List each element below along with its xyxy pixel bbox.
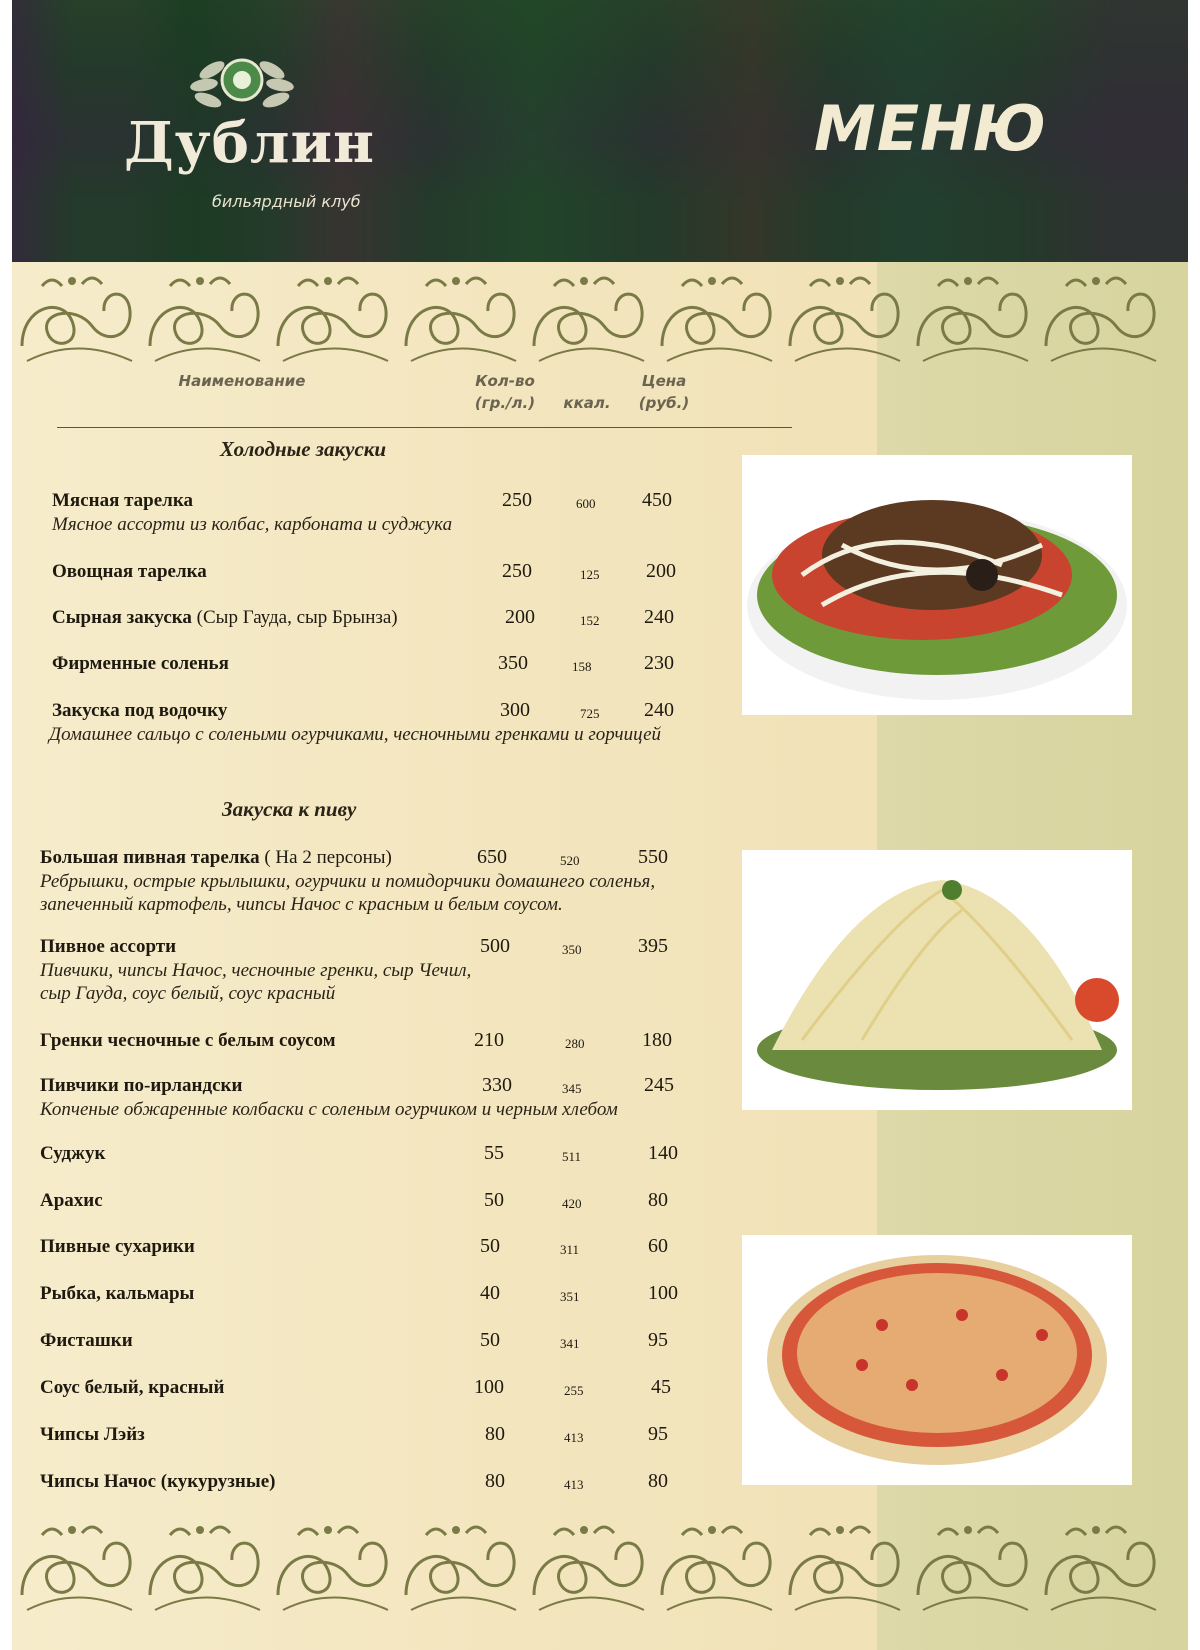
- menu-item-name-main: Пивчики по-ирландски: [40, 1075, 243, 1096]
- menu-item-qty: 210: [474, 1029, 504, 1051]
- menu-item-kcal: 725: [580, 706, 600, 721]
- menu-item-qty: 55: [484, 1142, 504, 1164]
- menu-item-price: 395: [638, 935, 668, 957]
- menu-item-qty: 80: [485, 1470, 505, 1492]
- column-header-qty: [460, 370, 550, 414]
- menu-item-name-main: Соус белый, красный: [40, 1377, 225, 1398]
- menu-item-name-main: Фирменные соленья: [52, 653, 229, 674]
- pizza-photo: [742, 1235, 1132, 1485]
- menu-item-qty: 50: [480, 1329, 500, 1351]
- menu-item-qty: 250: [502, 489, 532, 511]
- top-ornament-icon: [12, 266, 1188, 366]
- column-header-kcal: ккал.: [563, 394, 611, 412]
- menu-item-price: 80: [648, 1470, 668, 1492]
- menu-item-price: 95: [648, 1329, 668, 1351]
- menu-item-name: [40, 1330, 133, 1352]
- menu-item-name: [52, 700, 227, 722]
- menu-item-description: Ребрышки, острые крылышки, огурчики и помидорчики домашнего соленья,: [40, 871, 656, 892]
- menu-item-name-main: Пивное ассорти: [40, 936, 177, 957]
- menu-item-description-line2: запеченный картофель, чипсы Начос с красным и белым соусом.: [40, 894, 563, 915]
- header-divider: [57, 427, 792, 428]
- menu-item-price: 45: [651, 1376, 671, 1398]
- logo-subtitle: бильярдный клуб: [212, 192, 361, 211]
- menu-item-name-main: Чипсы Лэйз: [40, 1424, 145, 1445]
- menu-item-qty: 350: [498, 652, 528, 674]
- menu-item-price: 140: [648, 1142, 678, 1164]
- column-header-name: Наименование: [178, 372, 306, 390]
- menu-item-description: Пивчики, чипсы Начос, чесночные гренки, сыр Чечил,: [40, 960, 472, 981]
- bottom-ornament-icon: [12, 1515, 1188, 1615]
- cheese-salad-photo: [742, 850, 1132, 1110]
- meat-salad-photo: [742, 455, 1132, 715]
- menu-item-qty: 50: [484, 1189, 504, 1211]
- menu-item-kcal: 420: [562, 1196, 582, 1211]
- header-banner: [12, 0, 1188, 262]
- menu-item-price: 200: [646, 560, 676, 582]
- menu-item-name-main: Фисташки: [40, 1330, 133, 1351]
- menu-item-price: 550: [638, 846, 668, 868]
- column-header-qty-line2: (гр./л.): [474, 394, 536, 412]
- menu-item-name: [52, 561, 207, 583]
- column-header-price-line1: Цена: [641, 372, 687, 390]
- column-header-qty-line1: Кол-во: [475, 372, 535, 390]
- menu-item-name-main: Мясная тарелка: [52, 490, 194, 511]
- menu-item-name-main: Гренки чесночные с белым соусом: [40, 1030, 336, 1051]
- menu-item-name-main: Суджук: [40, 1143, 106, 1164]
- menu-item-price: 240: [644, 699, 674, 721]
- menu-item-qty: 200: [505, 606, 535, 628]
- menu-item-price: 245: [644, 1074, 674, 1096]
- menu-item-kcal: 413: [564, 1430, 584, 1445]
- menu-item-name: [52, 653, 229, 675]
- menu-item-qty: 300: [500, 699, 530, 721]
- menu-item-name: [40, 1190, 103, 1212]
- menu-item-kcal: 350: [562, 942, 582, 957]
- menu-item-description-line2: сыр Гауда, соус белый, соус красный: [40, 983, 336, 1004]
- logo-wordmark: Дублин: [124, 110, 375, 176]
- column-header-price-line2: (руб.): [638, 394, 690, 412]
- menu-item-name: [40, 1424, 145, 1446]
- menu-item-kcal: 341: [560, 1336, 580, 1351]
- menu-item-name-main: Арахис: [40, 1190, 103, 1211]
- menu-item-kcal: 311: [560, 1242, 580, 1257]
- menu-item-qty: 330: [482, 1074, 512, 1096]
- menu-item-kcal: 280: [565, 1036, 585, 1051]
- menu-item-name-extra: ( На 2 персоны): [259, 847, 392, 868]
- menu-item-kcal: 125: [580, 567, 600, 582]
- menu-item-description: Домашнее сальцо с солеными огурчиками, чесночными гренками и горчицей: [49, 724, 661, 745]
- menu-item-kcal: 520: [560, 853, 580, 868]
- menu-item-name-main: Рыбка, кальмары: [40, 1283, 195, 1304]
- menu-item-name: [40, 1030, 336, 1052]
- menu-item-kcal: 511: [562, 1149, 582, 1164]
- page-title: МЕНЮ: [814, 92, 1047, 165]
- menu-item-kcal: 158: [572, 659, 592, 674]
- menu-item-qty: 100: [474, 1376, 504, 1398]
- menu-page: [12, 0, 1188, 1650]
- menu-item-price: 180: [642, 1029, 672, 1051]
- menu-item-description: Копченые обжаренные колбаски с соленым огурчиком и черным хлебом: [40, 1099, 618, 1120]
- menu-item-qty: 80: [485, 1423, 505, 1445]
- menu-item-name: [40, 847, 392, 869]
- menu-item-name: [40, 1143, 105, 1165]
- menu-item-name-main: Большая пивная тарелка: [40, 847, 260, 868]
- menu-item-qty: 500: [480, 935, 510, 957]
- menu-item-name-main: Чипсы Начос (кукурузные): [40, 1471, 276, 1492]
- menu-item-kcal: 255: [564, 1383, 584, 1398]
- menu-item-qty: 250: [502, 560, 532, 582]
- menu-item-name: [40, 1283, 194, 1305]
- menu-item-qty: 50: [480, 1235, 500, 1257]
- menu-item-name: [52, 490, 193, 512]
- menu-item-name: [40, 1377, 224, 1399]
- menu-item-description: Мясное ассорти из колбас, карбоната и суджука: [52, 514, 453, 535]
- menu-item-name: [52, 607, 398, 629]
- column-header-price: [624, 370, 704, 414]
- menu-item-price: 80: [648, 1189, 668, 1211]
- menu-item-name-main: Пивные сухарики: [40, 1236, 195, 1257]
- menu-item-name-main: Овощная тарелка: [52, 561, 207, 582]
- menu-item-price: 95: [648, 1423, 668, 1445]
- menu-item-price: 230: [644, 652, 674, 674]
- menu-item-kcal: 152: [580, 613, 600, 628]
- menu-item-name: [40, 1471, 275, 1493]
- menu-item-name: [40, 936, 176, 958]
- menu-item-price: 100: [648, 1282, 678, 1304]
- menu-item-name: [40, 1236, 195, 1258]
- menu-item-name-extra: (Сыр Гауда, сыр Брынза): [191, 607, 398, 628]
- menu-item-price: 240: [644, 606, 674, 628]
- section-title-beer: Закуска к пиву: [222, 797, 357, 821]
- menu-item-kcal: 351: [560, 1289, 580, 1304]
- menu-item-qty: 40: [480, 1282, 500, 1304]
- section-title-cold: Холодные закуски: [220, 437, 387, 461]
- menu-item-name: [40, 1075, 242, 1097]
- menu-item-price: 60: [648, 1235, 668, 1257]
- menu-item-kcal: 345: [562, 1081, 582, 1096]
- menu-item-price: 450: [642, 489, 672, 511]
- menu-item-kcal: 413: [564, 1477, 584, 1492]
- menu-item-kcal: 600: [576, 496, 596, 511]
- menu-item-qty: 650: [477, 846, 507, 868]
- menu-item-name-main: Сырная закуска: [52, 607, 192, 628]
- menu-item-name-main: Закуска под водочку: [52, 700, 228, 721]
